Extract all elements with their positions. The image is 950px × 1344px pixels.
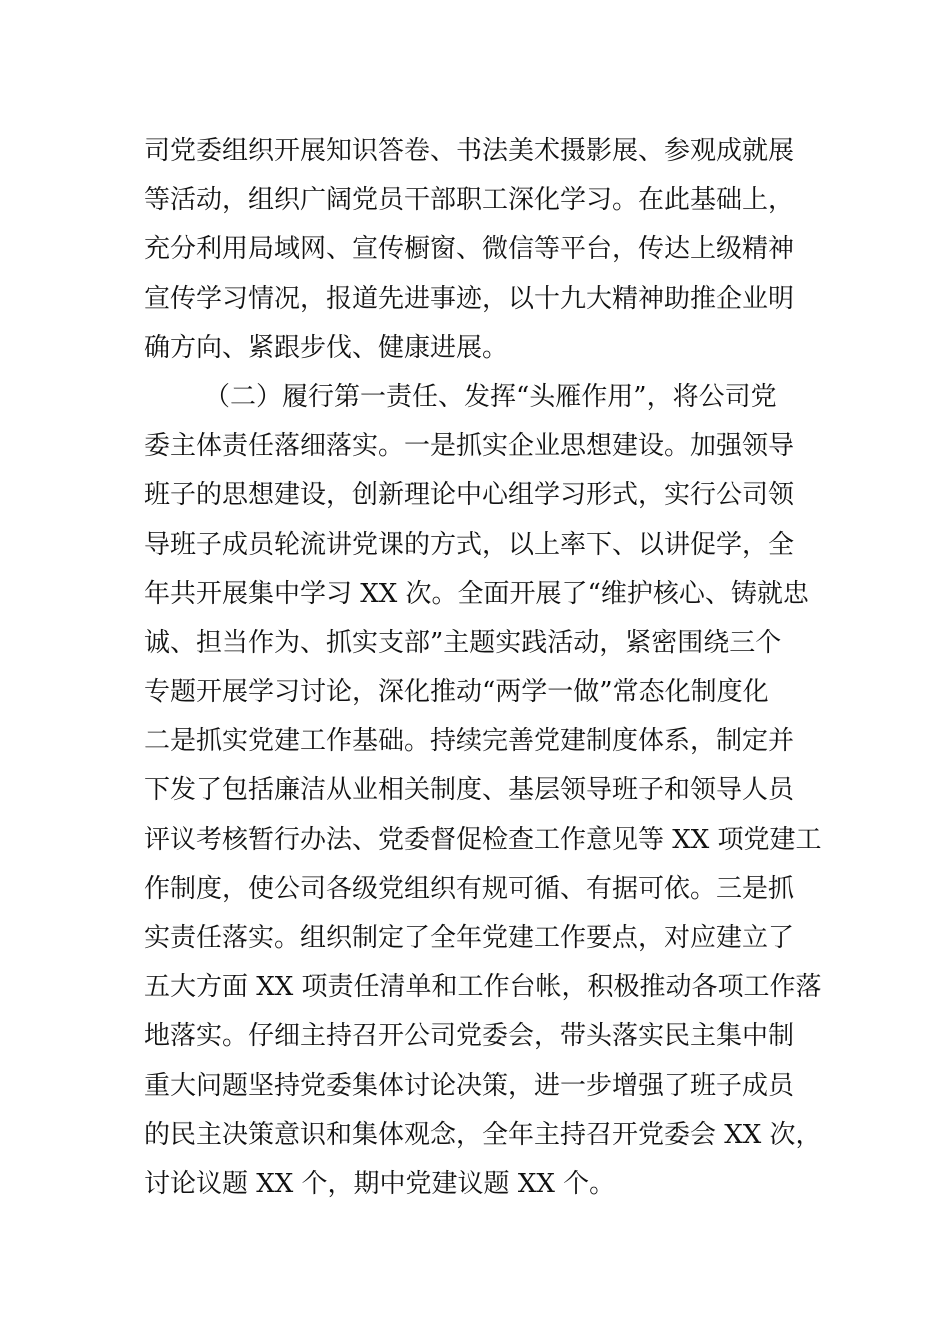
text-line-21: 的民主决策意识和集体观念，全年主持召开党委会 XX 次，	[144, 1119, 822, 1150]
text-line-5: 确方向、紧跟步伐、健康进展。	[144, 332, 509, 363]
text-line-3: 充分利用局域网、宣传橱窗、微信等平台，传达上级精神	[144, 234, 795, 265]
text-line-14: 下发了包括廉洁从业相关制度、基层领导班子和领导人员	[144, 775, 795, 806]
text-line-20: 重大问题坚持党委集体讨论决策，进一步增强了班子成员	[144, 1070, 795, 1101]
text-line-4: 宣传学习情况，报道先进事迹，以十九大精神助推企业明	[144, 283, 795, 314]
text-line-7: 委主体责任落细落实。一是抓实企业思想建设。加强领导	[144, 431, 795, 462]
text-line-9: 导班子成员轮流讲党课的方式，以上率下、以讲促学，全	[144, 529, 795, 560]
paragraph-2-first-line: （二）履行第一责任、发挥“头雁作用”，将公司党	[204, 381, 777, 412]
text-line-10: 年共开展集中学习 XX 次。全面开展了“维护核心、铸就忠	[144, 578, 809, 609]
text-line-8: 班子的思想建设，创新理论中心组学习形式，实行公司领	[144, 480, 795, 511]
body-text	[144, 127, 824, 1209]
text-line-18: 五大方面 XX 项责任清单和工作台帐，积极推动各项工作落	[144, 972, 822, 1003]
text-line-2: 等活动，组织广阔党员干部职工深化学习。在此基础上，	[144, 185, 795, 216]
text-line-15: 评议考核暂行办法、党委督促检查工作意见等 XX 项党建工	[144, 824, 822, 855]
text-line-16: 作制度，使公司各级党组织有规可循、有据可依。三是抓	[144, 873, 795, 904]
text-line-19: 地落实。仔细主持召开公司党委会，带头落实民主集中制	[144, 1021, 795, 1052]
text-line-13: 二是抓实党建工作基础。持续完善党建制度体系，制定并	[144, 726, 795, 757]
text-line-11: 诚、担当作为、抓实支部”主题实践活动，紧密围绕三个	[144, 627, 782, 658]
text-line-1: 司党委组织开展知识答卷、书法美术摄影展、参观成就展	[144, 136, 795, 166]
text-line-12: 专题开展学习讨论，深化推动“两学一做”常态化制度化	[144, 677, 769, 708]
text-line-17: 实责任落实。组织制定了全年党建工作要点，对应建立了	[144, 923, 795, 953]
text-line-22: 讨论议题 XX 个，期中党建议题 XX 个。	[144, 1168, 616, 1199]
